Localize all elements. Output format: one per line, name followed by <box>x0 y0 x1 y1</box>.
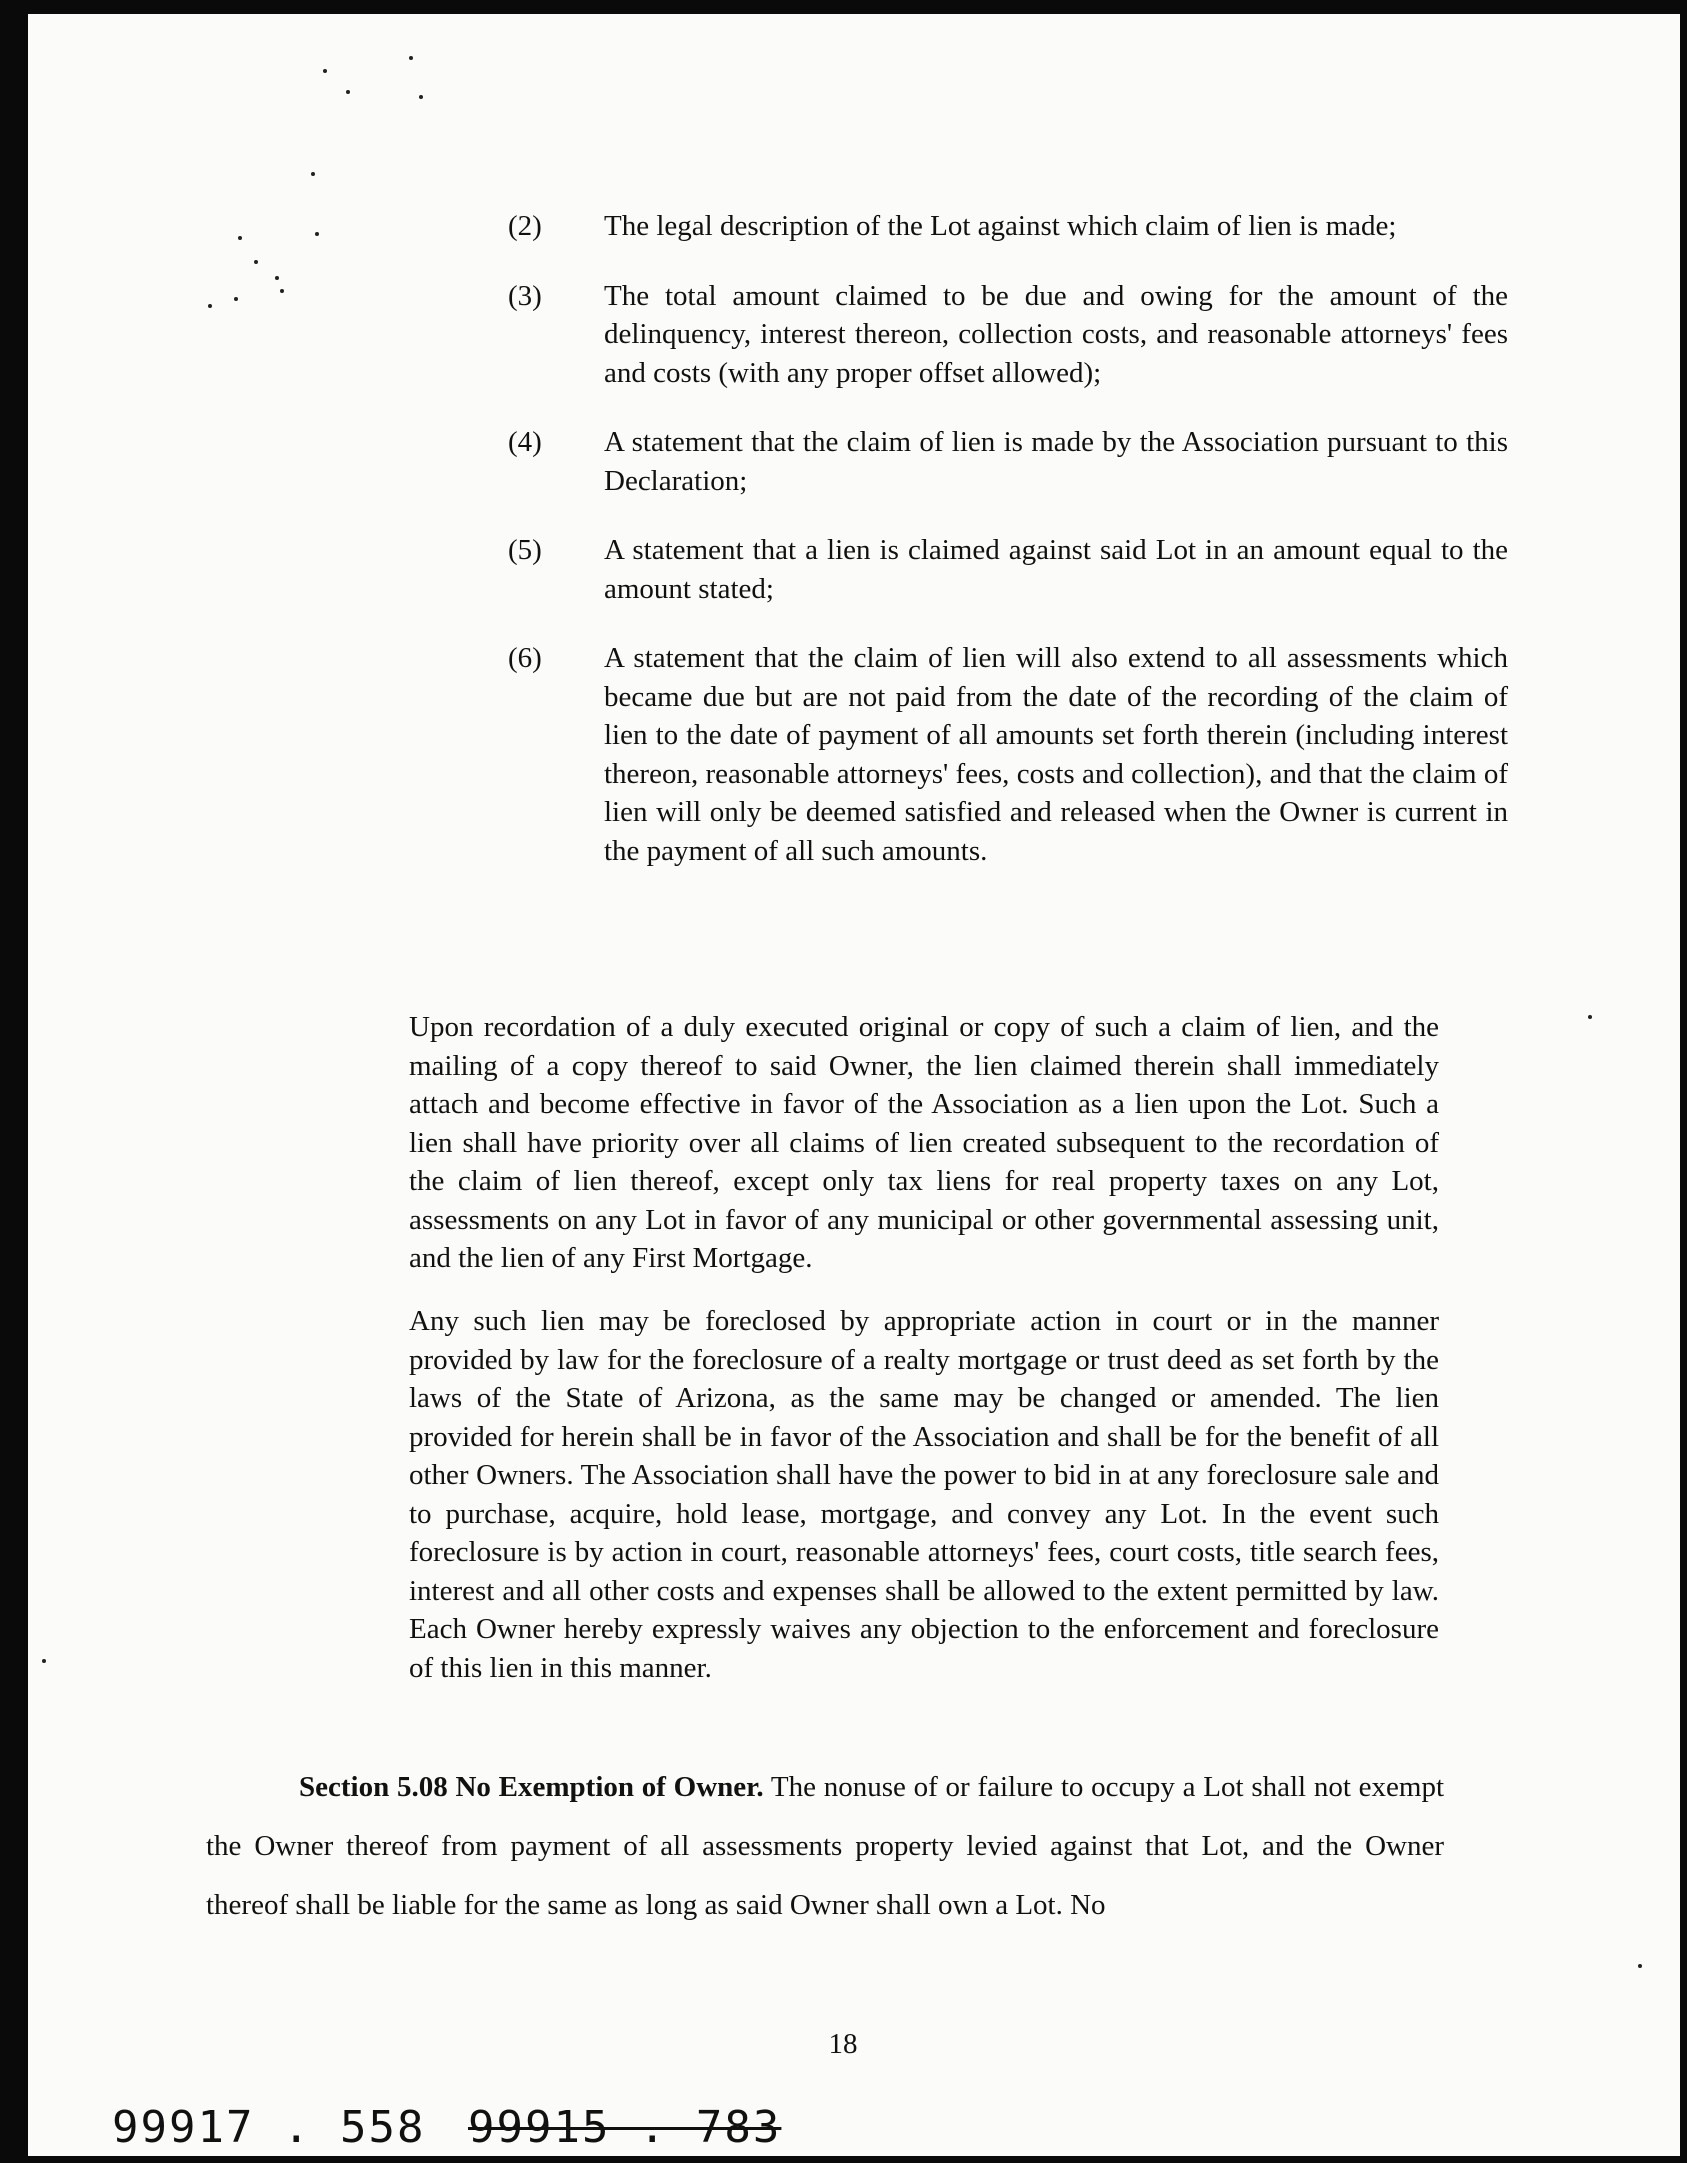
list-item <box>508 639 1508 870</box>
scan-speck <box>280 289 284 293</box>
lien-foreclosure-paragraph: Any such lien may be foreclosed by appropriate action in court or in the manner provided by law for the foreclosure of a realty mortgage or trust deed as set forth by the laws of the State of Arizona, as the same may be changed or amended. The lien provided for herein shall be in favor of the Association and shall be for the benefit of all other Owners. The Association shall have the power to bid in at any foreclosure sale and to purchase, acquire, hold lease, mortgage, and convey any Lot. In the event such foreclosure is by action in court, reasonable attorneys' fees, court costs, title search fees, interest and all other costs and expenses shall be allowed to the extent permitted by law. Each Owner hereby expressly waives any objection to the enforcement and foreclosure of this lien in this manner. <box>409 1305 1439 1684</box>
scan-speck <box>323 69 327 73</box>
list-item <box>508 531 1508 608</box>
recording-stamp-number: 99917 <box>112 2102 255 2153</box>
scan-speck <box>208 304 212 308</box>
scan-speck <box>238 236 242 240</box>
list-item <box>508 423 1508 500</box>
section-5-08 <box>206 1758 1444 1935</box>
list-item-text: The legal description of the Lot against which claim of lien is made; <box>604 210 1397 242</box>
scan-speck <box>311 172 315 176</box>
list-item-number: (6) <box>508 642 542 674</box>
document-page <box>28 14 1680 2156</box>
recording-stamp-struck: 99915 . 783 <box>468 2102 782 2153</box>
list-item-number: (2) <box>508 210 542 242</box>
list-item <box>508 277 1508 393</box>
scan-speck <box>275 276 279 280</box>
list-item-text: The total amount claimed to be due and owing for the amount of the delinquency, interest thereon, collection costs, and reasonable attorneys' fees and costs (with any proper offset allowed); <box>604 279 1508 389</box>
list-item-number: (5) <box>508 534 542 566</box>
scan-speck <box>346 90 350 94</box>
list-item-number: (4) <box>508 426 542 458</box>
list-item <box>508 207 1508 246</box>
scan-speck <box>409 56 413 60</box>
lien-requirements-list <box>508 207 1508 901</box>
list-item-number: (3) <box>508 279 542 312</box>
list-item-text: A statement that a lien is claimed against said Lot in an amount equal to the amount stated; <box>604 534 1508 605</box>
section-body: The nonuse of or failure to occupy a Lot shall not exempt the Owner thereof from payment of all assessments property levied against that Lot, and the Owner thereof shall be liable for the same as long as said Owner shall own a Lot. No <box>206 1771 1445 1921</box>
scan-speck <box>419 95 423 99</box>
recording-stamp-reference: . 558 <box>283 2102 426 2153</box>
section-heading: Section 5.08 No Exemption of Owner. <box>299 1771 764 1803</box>
scan-speck <box>42 1659 46 1663</box>
scan-speck <box>254 260 258 264</box>
list-item-text: A statement that the claim of lien will also extend to all assessments which became due but are not paid from the date of the recording of the claim of lien to the date of payment of all amounts set forth therein (including interest thereon, reasonable attorneys' fees, costs and collection), and that the claim of lien will only be deemed satisfied and released when the Owner is current in the payment of all such amounts. <box>604 642 1508 867</box>
page-number: 18 <box>828 2028 858 2060</box>
scan-speck <box>1638 1964 1642 1968</box>
lien-recordation-paragraph: Upon recordation of a duly executed original or copy of such a claim of lien, and the mailing of a copy thereof to said Owner, the lien claimed therein shall immediately attach and become effective in favor of the Association as a lien upon the Lot. Such a lien shall have priority over all claims of lien created subsequent to the recordation of the claim of lien thereof, except only tax liens for real property taxes on any Lot, assessments on any Lot in favor of any municipal or other governmental assessing unit, and the lien of any First Mortgage. <box>409 1011 1439 1274</box>
scan-speck <box>234 297 238 301</box>
list-item-text: A statement that the claim of lien is made by the Association pursuant to this Declaration; <box>604 426 1508 497</box>
scan-speck <box>1588 1015 1592 1019</box>
scan-speck <box>315 232 319 236</box>
